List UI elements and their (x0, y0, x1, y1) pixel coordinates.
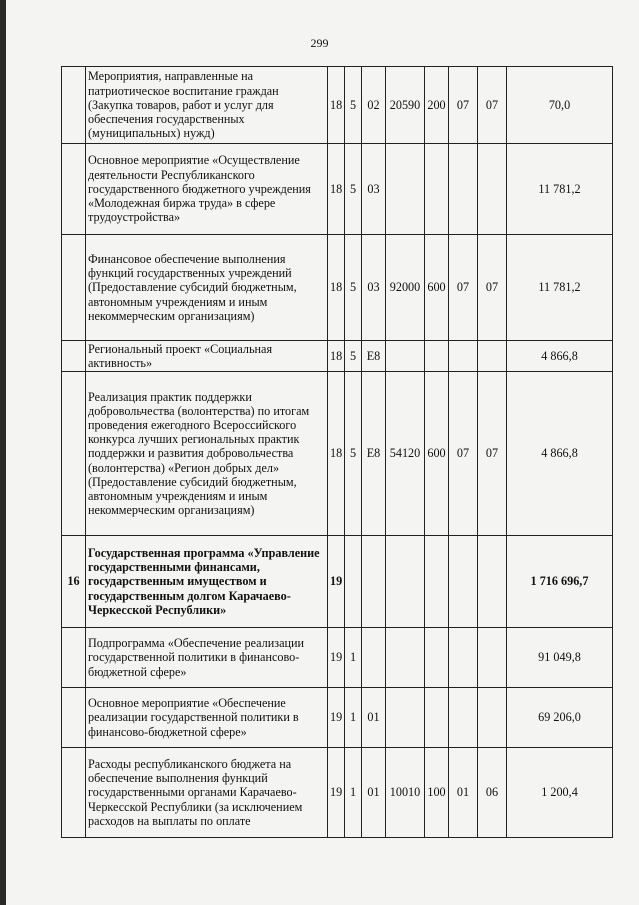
row-number (62, 688, 86, 748)
row-name: Основное мероприятие «Обеспечение реализации государственной политики в финансово-бюджетной сфере» (86, 688, 328, 748)
row-name: Расходы республиканского бюджета на обеспечение выполнения функций государственными органами Карачаево-Черкесской Республики (за исключением расходов на выплаты по оплате (86, 748, 328, 838)
program-code: 19 (328, 628, 345, 688)
table-row (62, 372, 613, 536)
expense-type-code (425, 341, 449, 372)
section-code (449, 536, 478, 628)
subsection-code (478, 144, 507, 235)
row-number (62, 235, 86, 341)
section-code (449, 688, 478, 748)
row-number (62, 372, 86, 536)
table-row (62, 748, 613, 838)
subprogram-code: 1 (345, 748, 362, 838)
direction-code: 20590 (386, 67, 425, 144)
section-code (449, 628, 478, 688)
row-number (62, 67, 86, 144)
subsection-code (478, 688, 507, 748)
direction-code (386, 688, 425, 748)
subsection-code (478, 536, 507, 628)
subprogram-code: 5 (345, 67, 362, 144)
budget-table (61, 66, 613, 838)
table-row (62, 341, 613, 372)
subprogram-code: 1 (345, 628, 362, 688)
amount: 91 049,8 (507, 628, 613, 688)
amount: 11 781,2 (507, 235, 613, 341)
event-code: 02 (362, 67, 386, 144)
amount: 69 206,0 (507, 688, 613, 748)
amount: 1 200,4 (507, 748, 613, 838)
direction-code: 10010 (386, 748, 425, 838)
direction-code: 92000 (386, 235, 425, 341)
event-code: 01 (362, 748, 386, 838)
subsection-code: 07 (478, 372, 507, 536)
row-name: Реализация практик поддержки добровольчества (волонтерства) по итогам проведения ежегодного Всероссийского конкурса лучших региональных практик поддержки и развития добровольчества (волонтерства) «Регион добрых дел» (Предоставление субсидий бюджетным, автономным учреждениям и иным некоммерческим организациям) (86, 372, 328, 536)
program-code: 18 (328, 235, 345, 341)
amount: 4 866,8 (507, 372, 613, 536)
event-code: E8 (362, 372, 386, 536)
direction-code (386, 536, 425, 628)
event-code (362, 536, 386, 628)
table-row (62, 144, 613, 235)
row-number: 16 (62, 536, 86, 628)
event-code: 03 (362, 235, 386, 341)
subprogram-code: 5 (345, 341, 362, 372)
table-row (62, 67, 613, 144)
subsection-code: 07 (478, 235, 507, 341)
event-code (362, 628, 386, 688)
program-code: 18 (328, 341, 345, 372)
row-name: Государственная программа «Управление государственными финансами, государственным имуществом и государственным долгом Карачаево-Черкесской Республики» (86, 536, 328, 628)
expense-type-code: 600 (425, 372, 449, 536)
expense-type-code: 600 (425, 235, 449, 341)
section-code (449, 341, 478, 372)
program-code: 19 (328, 688, 345, 748)
subsection-code: 06 (478, 748, 507, 838)
amount: 70,0 (507, 67, 613, 144)
expense-type-code (425, 536, 449, 628)
table-row (62, 688, 613, 748)
expense-type-code: 100 (425, 748, 449, 838)
section-code: 07 (449, 372, 478, 536)
row-name: Финансовое обеспечение выполнения функций государственных учреждений (Предоставление субсидий бюджетным, автономным учреждениям и иным некоммерческим организациям) (86, 235, 328, 341)
direction-code (386, 628, 425, 688)
row-number (62, 341, 86, 372)
table-row (62, 628, 613, 688)
page-number: 299 (310, 36, 329, 50)
scan-shadow-edge (0, 0, 6, 905)
program-code: 19 (328, 748, 345, 838)
table-row (62, 235, 613, 341)
section-code (449, 144, 478, 235)
amount: 11 781,2 (507, 144, 613, 235)
subprogram-code: 1 (345, 688, 362, 748)
program-code: 18 (328, 144, 345, 235)
subprogram-code: 5 (345, 144, 362, 235)
section-code: 07 (449, 67, 478, 144)
program-code: 18 (328, 372, 345, 536)
subprogram-code (345, 536, 362, 628)
row-number (62, 628, 86, 688)
subsection-code (478, 628, 507, 688)
table-row (62, 536, 613, 628)
expense-type-code (425, 688, 449, 748)
program-code: 18 (328, 67, 345, 144)
direction-code (386, 144, 425, 235)
row-name: Подпрограмма «Обеспечение реализации государственной политики в финансово-бюджетной сфере» (86, 628, 328, 688)
subprogram-code: 5 (345, 372, 362, 536)
event-code: E8 (362, 341, 386, 372)
expense-type-code: 200 (425, 67, 449, 144)
row-name: Мероприятия, направленные на патриотическое воспитание граждан (Закупка товаров, работ и услуг для обеспечения государственных (муниципальных) нужд) (86, 67, 328, 144)
expense-type-code (425, 144, 449, 235)
direction-code (386, 341, 425, 372)
section-code: 07 (449, 235, 478, 341)
expense-type-code (425, 628, 449, 688)
row-number (62, 144, 86, 235)
direction-code: 54120 (386, 372, 425, 536)
row-name: Региональный проект «Социальная активность» (86, 341, 328, 372)
subsection-code (478, 341, 507, 372)
program-code: 19 (328, 536, 345, 628)
event-code: 03 (362, 144, 386, 235)
row-number (62, 748, 86, 838)
section-code: 01 (449, 748, 478, 838)
amount: 4 866,8 (507, 341, 613, 372)
subsection-code: 07 (478, 67, 507, 144)
amount: 1 716 696,7 (507, 536, 613, 628)
event-code: 01 (362, 688, 386, 748)
row-name: Основное мероприятие «Осуществление деятельности Республиканского государственного бюджетного учреждения «Молодежная биржа труда» в сфере трудоустройства» (86, 144, 328, 235)
subprogram-code: 5 (345, 235, 362, 341)
